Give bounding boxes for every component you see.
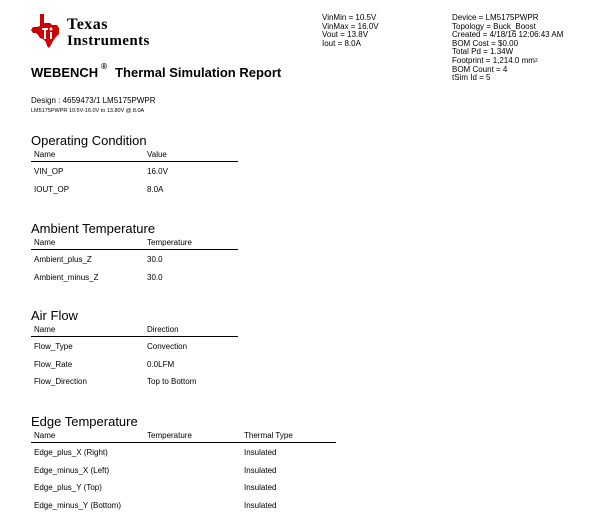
- meta-topology: Topology = Buck_Boost: [452, 21, 536, 31]
- table-header: [31, 238, 238, 250]
- cell-name: Flow_Direction: [34, 377, 87, 386]
- col-name: Name: [34, 325, 56, 334]
- col-name: Name: [34, 238, 56, 247]
- section-heading: Edge Temperature: [31, 414, 138, 429]
- table-row: [31, 180, 238, 198]
- col-value: Value: [147, 150, 167, 159]
- meta-iout: Iout = 8.0A: [322, 38, 361, 48]
- cell-value: 30.0: [147, 272, 163, 282]
- col-thermal-type: Thermal Type: [244, 431, 293, 440]
- meta-vinmax: VinMax = 16.0V: [322, 21, 379, 31]
- cell-value: Convection: [147, 342, 188, 351]
- col-name: Name: [34, 150, 56, 159]
- title-rest: Thermal Simulation Report: [115, 65, 282, 80]
- table-header: [31, 431, 336, 443]
- table-header: [31, 150, 238, 162]
- col-direction: Direction: [147, 325, 179, 334]
- table-row: [31, 268, 238, 286]
- table-row: [31, 372, 238, 390]
- table-header: [31, 325, 238, 337]
- table-row: [31, 478, 336, 496]
- col-temperature: Temperature: [147, 238, 192, 247]
- table-row: [31, 496, 336, 514]
- cell-thermal-type: Insulated: [244, 500, 277, 510]
- table-row: [31, 443, 336, 461]
- section-heading: Air Flow: [31, 308, 78, 323]
- ti-wordmark: [67, 16, 150, 50]
- cell-name: Edge_plus_X (Right): [34, 448, 108, 457]
- design-line: Design : 4659473/1 LM5175PWPR: [31, 96, 156, 105]
- title-webench: WEBENCH: [31, 65, 99, 80]
- cell-name: VIN_OP: [34, 167, 64, 176]
- registered-mark: ®: [101, 62, 108, 71]
- table-row: [31, 461, 336, 479]
- section-operating-condition: [31, 133, 238, 197]
- col-temperature: Temperature: [147, 431, 192, 440]
- meta-vout: Vout = 13.8V: [322, 30, 369, 40]
- meta-left: [322, 14, 379, 48]
- cell-value: Top to Bottom: [147, 377, 197, 386]
- cell-thermal-type: Insulated: [244, 465, 277, 475]
- texas-state-icon: [31, 14, 61, 48]
- section-edge-temperature: [31, 414, 336, 513]
- cell-name: Edge_minus_X (Left): [34, 465, 110, 475]
- cell-name: Ambient_plus_Z: [34, 255, 92, 264]
- cell-value: 8.0A: [147, 184, 164, 194]
- meta-bom-count: BOM Count = 4: [452, 64, 508, 74]
- cell-value: 0.0LFM: [147, 359, 175, 369]
- cell-name: Edge_plus_Y (Top): [34, 483, 102, 492]
- report-title: [31, 62, 282, 80]
- meta-device: Device = LM5175PWPR: [452, 13, 539, 22]
- meta-vinmin: VinMin = 10.5V: [322, 13, 377, 22]
- section-heading: Ambient Temperature: [31, 221, 156, 236]
- cell-thermal-type: Insulated: [244, 448, 277, 457]
- meta-total-pd: Total Pd = 1.34W: [452, 47, 514, 57]
- cell-thermal-type: Insulated: [244, 483, 277, 492]
- brand-line-2: Instruments: [67, 33, 150, 49]
- table-row: [31, 337, 238, 355]
- design-subline: LM5175PWPR 10.5V-16.0V to 13.80V @ 8.0A: [31, 108, 145, 114]
- cell-name: Edge_minus_Y (Bottom): [34, 500, 122, 510]
- meta-bom-cost: BOM Cost = $0.00: [452, 38, 519, 48]
- col-name: Name: [34, 431, 56, 440]
- section-heading: Operating Condition: [31, 133, 147, 148]
- table-row: [31, 355, 238, 373]
- meta-right: [452, 14, 563, 83]
- cell-name: Flow_Rate: [34, 359, 73, 369]
- section-ambient-temperature: [31, 221, 238, 285]
- footprint-superscript: 2: [534, 57, 538, 64]
- table-row: [31, 250, 238, 268]
- meta-footprint: Footprint = 1,214.0 $mm^2$: [452, 55, 538, 65]
- cell-name: IOUT_OP: [34, 184, 70, 194]
- cell-name: Flow_Type: [34, 342, 73, 351]
- cell-name: Ambient_minus_Z: [34, 272, 99, 282]
- meta-created: Created = 4/18/16 12:06:43 AM: [452, 30, 564, 40]
- meta-tsim-id: tSim Id = 5: [452, 73, 491, 83]
- cell-value: 16.0V: [147, 167, 168, 176]
- table-row: [31, 162, 238, 180]
- cell-value: 30.0: [147, 255, 163, 264]
- brand-line-1: Texas: [67, 16, 109, 33]
- ti-logo: [31, 14, 181, 54]
- section-air-flow: [31, 308, 238, 390]
